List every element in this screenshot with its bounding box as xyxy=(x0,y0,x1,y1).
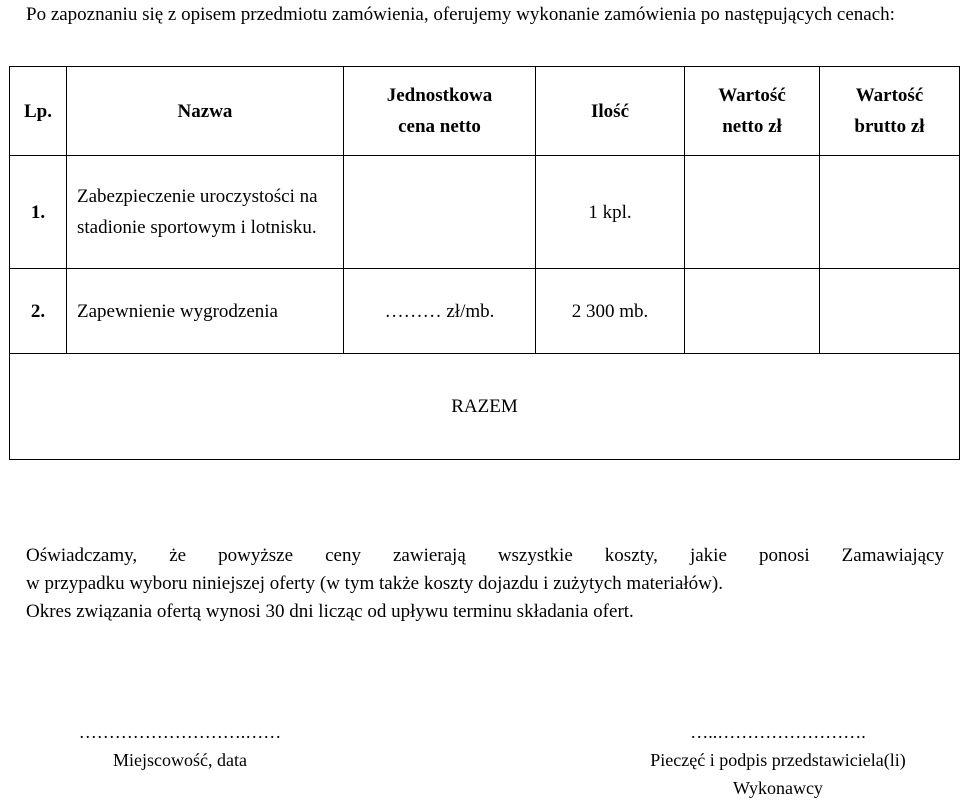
header-lp: Lp. xyxy=(10,67,67,156)
contractor-label: Wykonawcy xyxy=(733,778,823,798)
row-net-value[interactable] xyxy=(685,156,820,269)
row-unit-price[interactable] xyxy=(344,156,536,269)
header-net-value: Wartość netto zł xyxy=(685,67,820,156)
table-row xyxy=(10,269,960,354)
row-name: Zabezpieczenie uroczystości na stadionie sportowym i lotnisku. xyxy=(67,156,344,269)
row-gross-value[interactable] xyxy=(820,156,960,269)
place-date-signature xyxy=(30,718,330,774)
header-gross-value: Wartość brutto zł xyxy=(820,67,960,156)
statement-line-3: Okres związania ofertą wynosi 30 dni licząc od upływu terminu składania ofert. xyxy=(26,601,634,622)
row-net-value[interactable] xyxy=(685,269,820,354)
row-unit-price[interactable]: ……… zł/mb. xyxy=(344,269,536,354)
intro-text: Po zapoznaniu się z opisem przedmiotu zamówienia, oferujemy wykonanie zamówienia po następujących cenach: xyxy=(26,4,895,25)
header-unit-price: Jednostkowa cena netto xyxy=(344,67,536,156)
row-gross-value[interactable] xyxy=(820,269,960,354)
row-name: Zapewnienie wygrodzenia xyxy=(67,269,344,354)
table-header-row xyxy=(10,67,960,156)
contractor-signature-label: Pieczęć i podpis przedstawiciela(li) xyxy=(650,750,906,770)
contractor-signature-dots[interactable]: …..……………………. xyxy=(690,722,866,742)
place-date-dots[interactable]: ……………………….…… xyxy=(78,722,282,742)
row-quantity: 1 kpl. xyxy=(536,156,685,269)
table-row xyxy=(10,156,960,269)
statement-text xyxy=(26,542,944,626)
header-quantity: Ilość xyxy=(536,67,685,156)
total-label: RAZEM xyxy=(10,354,960,460)
row-quantity: 2 300 mb. xyxy=(536,269,685,354)
statement-line-1: Oświadczamy, że powyższe ceny zawierają wszystkie koszty, jakie ponosi Zamawiający xyxy=(26,545,944,566)
statement-line-2: w przypadku wyboru niniejszej oferty (w tym także koszty dojazdu i zużytych materiałów). xyxy=(26,573,723,594)
table-total-row xyxy=(10,354,960,460)
header-name: Nazwa xyxy=(67,67,344,156)
price-table xyxy=(9,66,960,460)
row-lp: 2. xyxy=(10,269,67,354)
row-lp: 1. xyxy=(10,156,67,269)
contractor-signature xyxy=(610,718,946,802)
place-date-label: Miejscowość, data xyxy=(113,750,247,770)
